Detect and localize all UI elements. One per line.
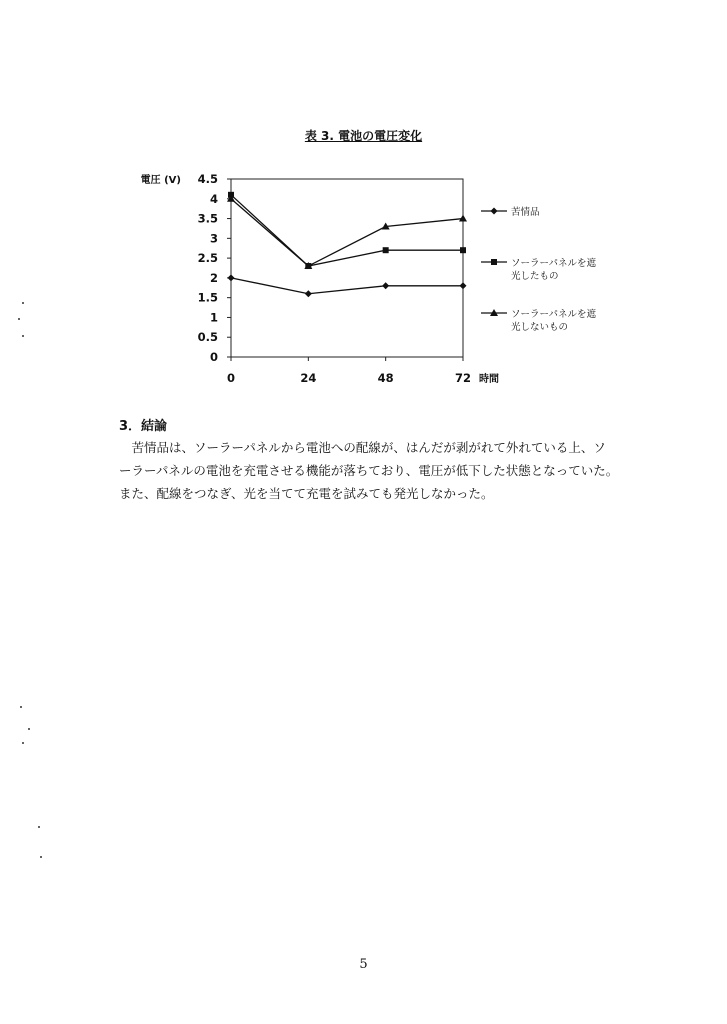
series-line-3: [231, 199, 463, 266]
x-tick-label: 24: [300, 371, 317, 385]
scan-speck: [22, 302, 24, 304]
y-tick-label: 3: [209, 231, 218, 246]
y-tick-label: 1.5: [197, 290, 218, 305]
scan-speck: [20, 706, 22, 708]
plot-area: [231, 179, 463, 357]
paragraph-line-2: ーラーパネルの電池を充電させる機能が落ちており、電圧が低下した状態となっていた。: [119, 463, 619, 478]
section-heading: 3．結論: [119, 419, 168, 434]
y-tick-label: 3.5: [197, 211, 218, 226]
x-tick-label: 72: [454, 371, 472, 385]
data-point-series-2: [460, 247, 466, 253]
legend-marker-2: [491, 259, 497, 265]
conclusion-paragraph: [119, 436, 649, 505]
y-tick-label: 4: [209, 191, 218, 206]
scan-speck: [40, 856, 42, 858]
legend-marker-1: [491, 208, 498, 215]
y-axis-label: 電圧 (V): [140, 175, 181, 186]
paragraph-line-1: 苦情品は、ソーラーパネルから電池への配線が、はんだが剥がれて外れている上、ソ: [119, 440, 606, 455]
data-point-series-1: [460, 282, 467, 289]
scan-speck: [28, 728, 30, 730]
legend-label-2: ソーラーパネルを遮: [511, 258, 597, 269]
data-point-series-1: [305, 290, 312, 297]
y-tick-label: 2: [209, 270, 218, 285]
scan-speck: [22, 742, 24, 744]
legend-label-3: 光しないもの: [511, 322, 569, 333]
x-tick-label: 0: [226, 371, 236, 385]
y-tick-label: 2.5: [197, 251, 218, 266]
data-point-series-2: [383, 247, 389, 253]
legend-label-1: 苦情品: [511, 207, 540, 218]
y-tick-label: 1: [209, 310, 218, 325]
y-tick-label: 0.5: [197, 330, 218, 345]
chart-title-text: 表 3. 電池の電圧変化: [304, 129, 423, 143]
scan-speck: [18, 318, 20, 320]
series-line-1: [231, 278, 463, 294]
data-point-series-3: [459, 215, 467, 222]
series-line-2: [231, 195, 463, 266]
y-tick-label: 4.5: [197, 172, 218, 186]
x-axis-label: 時間: [479, 374, 499, 385]
x-tick-label: 48: [377, 371, 394, 385]
data-point-series-1: [228, 274, 235, 281]
data-point-series-1: [382, 282, 389, 289]
y-tick-label: 0: [209, 350, 218, 364]
scan-speck: [22, 335, 24, 337]
legend-label-3: ソーラーパネルを遮: [511, 309, 597, 320]
legend-label-2: 光したもの: [511, 271, 559, 282]
scan-speck: [38, 826, 40, 828]
paragraph-line-3: また、配線をつなぎ、光を当てて充電を試みても発光しなかった。: [119, 486, 494, 501]
page-number: 5: [359, 957, 368, 972]
voltage-chart: [0, 0, 727, 420]
